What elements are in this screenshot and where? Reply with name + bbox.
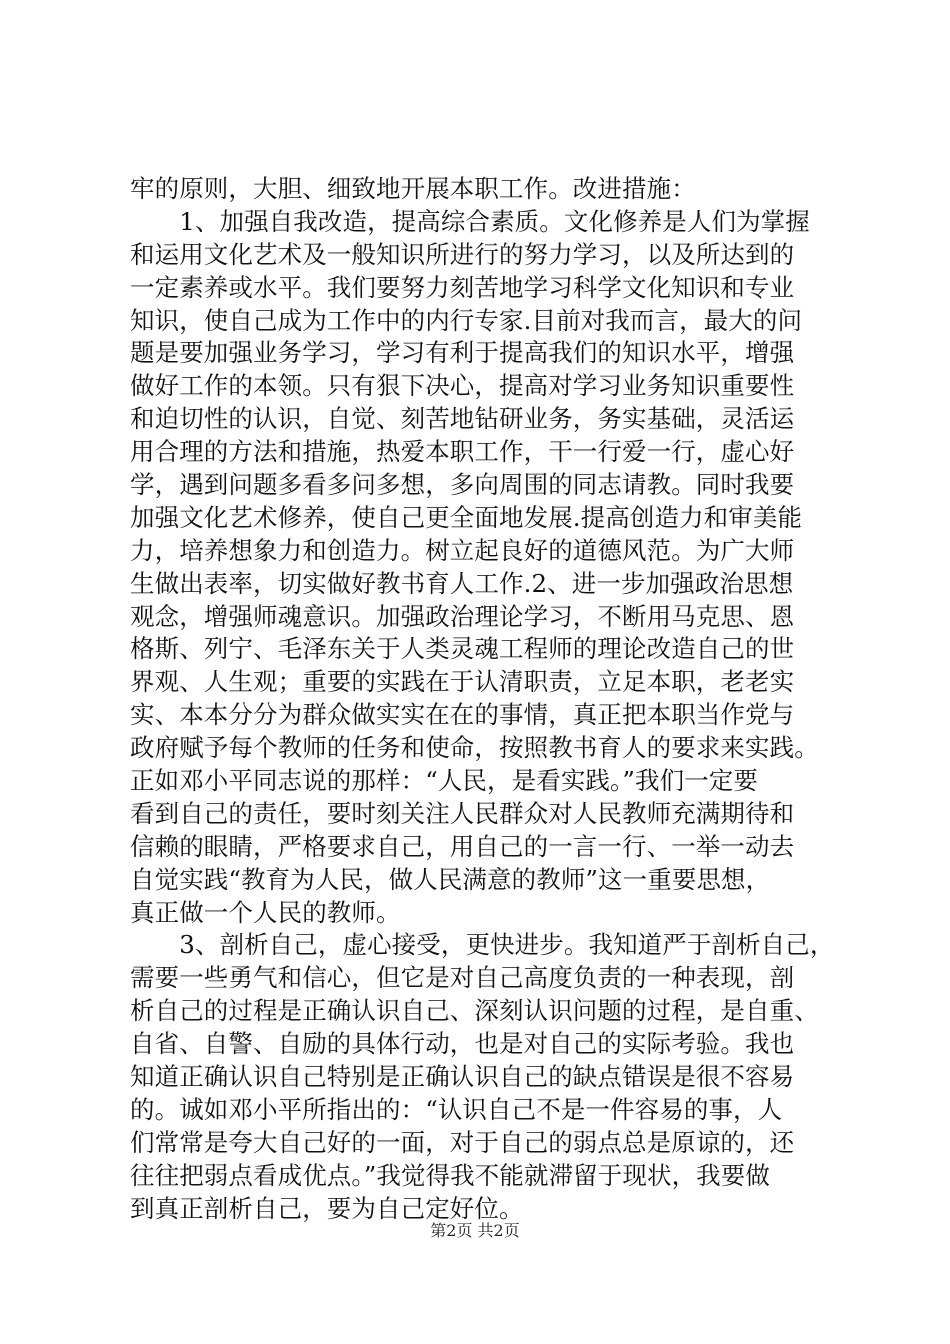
text-line: 用合理的方法和措施，热爱本职工作，干一行爱一行，虚心好 — [130, 437, 795, 467]
text-line: 界观、人生观；重要的实践在于认清职责，立足本职，老老实 — [130, 667, 795, 697]
text-line: 政府赋予每个教师的任务和使命，按照教书育人的要求来实践。 — [130, 733, 819, 763]
text-line: 3、剖析自己，虚心接受，更快进步。我知道严于剖析自己， — [130, 930, 835, 960]
text-line: 一定素养或水平。我们要努力刻苦地学习科学文化知识和专业 — [130, 272, 795, 302]
text-line: 自觉实践“教育为人民，做人民满意的教师”这一重要思想， — [130, 864, 771, 894]
text-line: 的。诚如邓小平所指出的：“认识自己不是一件容易的事，人 — [130, 1094, 783, 1124]
text-line: 和运用文化艺术及一般知识所进行的努力学习，以及所达到的 — [130, 239, 795, 269]
text-line: 到真正剖析自己，要为自己定好位。 — [130, 1193, 524, 1223]
text-line: 和迫切性的认识，自觉、刻苦地钻研业务，务实基础，灵活运 — [130, 404, 795, 434]
text-line: 真正做一个人民的教师。 — [130, 897, 401, 927]
body-text — [130, 173, 840, 1226]
text-line: 力，培养想象力和创造力。树立起良好的道德风范。为广大师 — [130, 535, 795, 565]
text-line: 看到自己的责任，要时刻关注人民群众对人民教师充满期待和 — [130, 798, 795, 828]
text-line: 牢的原则，大胆、细致地开展本职工作。改进措施： — [130, 174, 696, 203]
text-line: 格斯、列宁、毛泽东关于人类灵魂工程师的理论改造自己的世 — [130, 634, 795, 664]
text-line: 知识，使自己成为工作中的内行专家.目前对我而言，最大的问 — [130, 305, 803, 335]
text-line: 正如邓小平同志说的那样：“人民，是看实践。”我们一定要 — [130, 766, 758, 796]
text-line: 知道正确认识自己特别是正确认识自己的缺点错误是很不容易 — [130, 1062, 795, 1092]
text-line: 加强文化艺术修养，使自己更全面地发展.提高创造力和审美能 — [130, 502, 803, 532]
text-line: 需要一些勇气和信心，但它是对自己高度负责的一种表现，剖 — [130, 963, 795, 993]
text-line: 们常常是夸大自己好的一面，对于自己的弱点总是原谅的，还 — [130, 1127, 795, 1157]
text-line: 实、本本分分为群众做实实在在的事情，真正把本职当作党与 — [130, 700, 795, 730]
text-line: 信赖的眼睛，严格要求自己，用自己的一言一行、一举一动去 — [130, 831, 795, 861]
text-line: 做好工作的本领。只有狠下决心，提高对学习业务知识重要性 — [130, 371, 795, 401]
text-line: 学，遇到问题多看多问多想，多向周围的同志请教。同时我要 — [130, 470, 795, 500]
text-line: 题是要加强业务学习，学习有利于提高我们的知识水平，增强 — [130, 338, 795, 368]
page-footer — [0, 1218, 950, 1241]
text-line: 观念，增强师魂意识。加强政治理论学习，不断用马克思、恩 — [130, 601, 795, 631]
text-line: 往往把弱点看成优点。”我觉得我不能就滞留于现状，我要做 — [130, 1160, 770, 1190]
text-line: 生做出表率，切实做好教书育人工作.2、进一步加强政治思想 — [130, 568, 794, 598]
text-line: 析自己的过程是正确认识自己、深刻认识问题的过程，是自重、 — [130, 996, 819, 1026]
page-number: 第2页 共2页 — [430, 1221, 520, 1240]
text-line: 自省、自警、自励的具体行动，也是对自己的实际考验。我也 — [130, 1029, 795, 1059]
text-line: 1、加强自我改造，提高综合素质。文化修养是人们为掌握 — [130, 206, 810, 236]
